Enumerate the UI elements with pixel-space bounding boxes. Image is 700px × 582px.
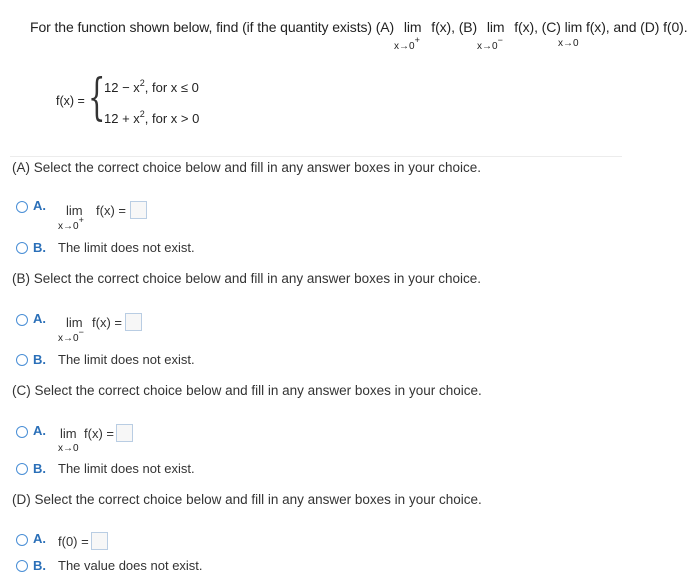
part-b-option-b-radio[interactable]	[16, 354, 28, 366]
part-d-option-b-radio[interactable]	[16, 560, 28, 572]
question-fx-b: f(x), (C) lim f(x), and (D) f(0).	[514, 19, 688, 35]
question-lim-a: lim	[403, 19, 422, 35]
part-d-answer-box[interactable]	[91, 532, 108, 550]
piece-2: $12 + x^2$, for x > 0	[104, 109, 200, 126]
part-b-option-a-fx: f(x) =	[92, 315, 122, 330]
part-d-option-a-radio[interactable]	[16, 534, 28, 546]
part-a-answer-box[interactable]	[130, 201, 147, 219]
part-a-option-a-lim: lim	[66, 203, 83, 218]
part-c-option-b-text: The limit does not exist.	[58, 461, 195, 476]
question-text-part1: For the function shown below, find (if the quantity exists) (A)	[30, 19, 395, 35]
question-lim-b: lim	[486, 19, 505, 35]
part-a-option-a-radio[interactable]	[16, 201, 28, 213]
question-fx-a: f(x), (B)	[431, 19, 478, 35]
part-a-option-a-sub: x→0+	[58, 215, 84, 232]
part-c-option-b-letter: B.	[33, 461, 46, 476]
brace-symbol: {	[88, 68, 106, 126]
function-label: f(x) =	[56, 94, 85, 108]
part-c-option-a-letter: A.	[33, 423, 46, 438]
question-text	[30, 19, 688, 35]
part-c-answer-box[interactable]	[116, 424, 133, 442]
part-b-option-b-text: The limit does not exist.	[58, 352, 195, 367]
part-a-option-a-fx: f(x) =	[96, 203, 126, 218]
part-c-prompt: (C) Select the correct choice below and fill in any answer boxes in your choice.	[12, 383, 482, 398]
part-b-option-a-lim: lim	[66, 315, 83, 330]
part-d-option-a-letter: A.	[33, 531, 46, 546]
question-sub-b: x→0−	[477, 35, 503, 52]
part-c-option-b-radio[interactable]	[16, 463, 28, 475]
part-b-prompt: (B) Select the correct choice below and fill in any answer boxes in your choice.	[12, 271, 481, 286]
part-c-option-a-lim: lim	[60, 426, 77, 441]
question-sub-c: x→0	[558, 38, 579, 49]
part-b-answer-box[interactable]	[125, 313, 142, 331]
part-b-option-a-radio[interactable]	[16, 314, 28, 326]
question-sub-a: x→0+	[394, 35, 420, 52]
part-c-option-a-radio[interactable]	[16, 426, 28, 438]
divider	[10, 156, 622, 157]
part-a-prompt: (A) Select the correct choice below and fill in any answer boxes in your choice.	[12, 160, 481, 175]
part-d-option-b-letter: B.	[33, 558, 46, 573]
part-a-option-b-radio[interactable]	[16, 242, 28, 254]
part-b-option-a-sub: x→0−	[58, 327, 84, 344]
part-c-option-a-sub: x→0	[58, 443, 79, 454]
piece-1: $12 - x^2$, for x ≤ 0	[104, 78, 199, 95]
part-c-option-a-fx: f(x) =	[84, 426, 114, 441]
part-a-option-b-letter: B.	[33, 240, 46, 255]
part-a-option-b-text: The limit does not exist.	[58, 240, 195, 255]
part-d-prompt: (D) Select the correct choice below and fill in any answer boxes in your choice.	[12, 492, 482, 507]
part-b-option-b-letter: B.	[33, 352, 46, 367]
part-d-option-a-text: f(0) =	[58, 534, 89, 549]
part-b-option-a-letter: A.	[33, 311, 46, 326]
part-d-option-b-text: The value does not exist.	[58, 558, 203, 573]
part-a-option-a-letter: A.	[33, 198, 46, 213]
